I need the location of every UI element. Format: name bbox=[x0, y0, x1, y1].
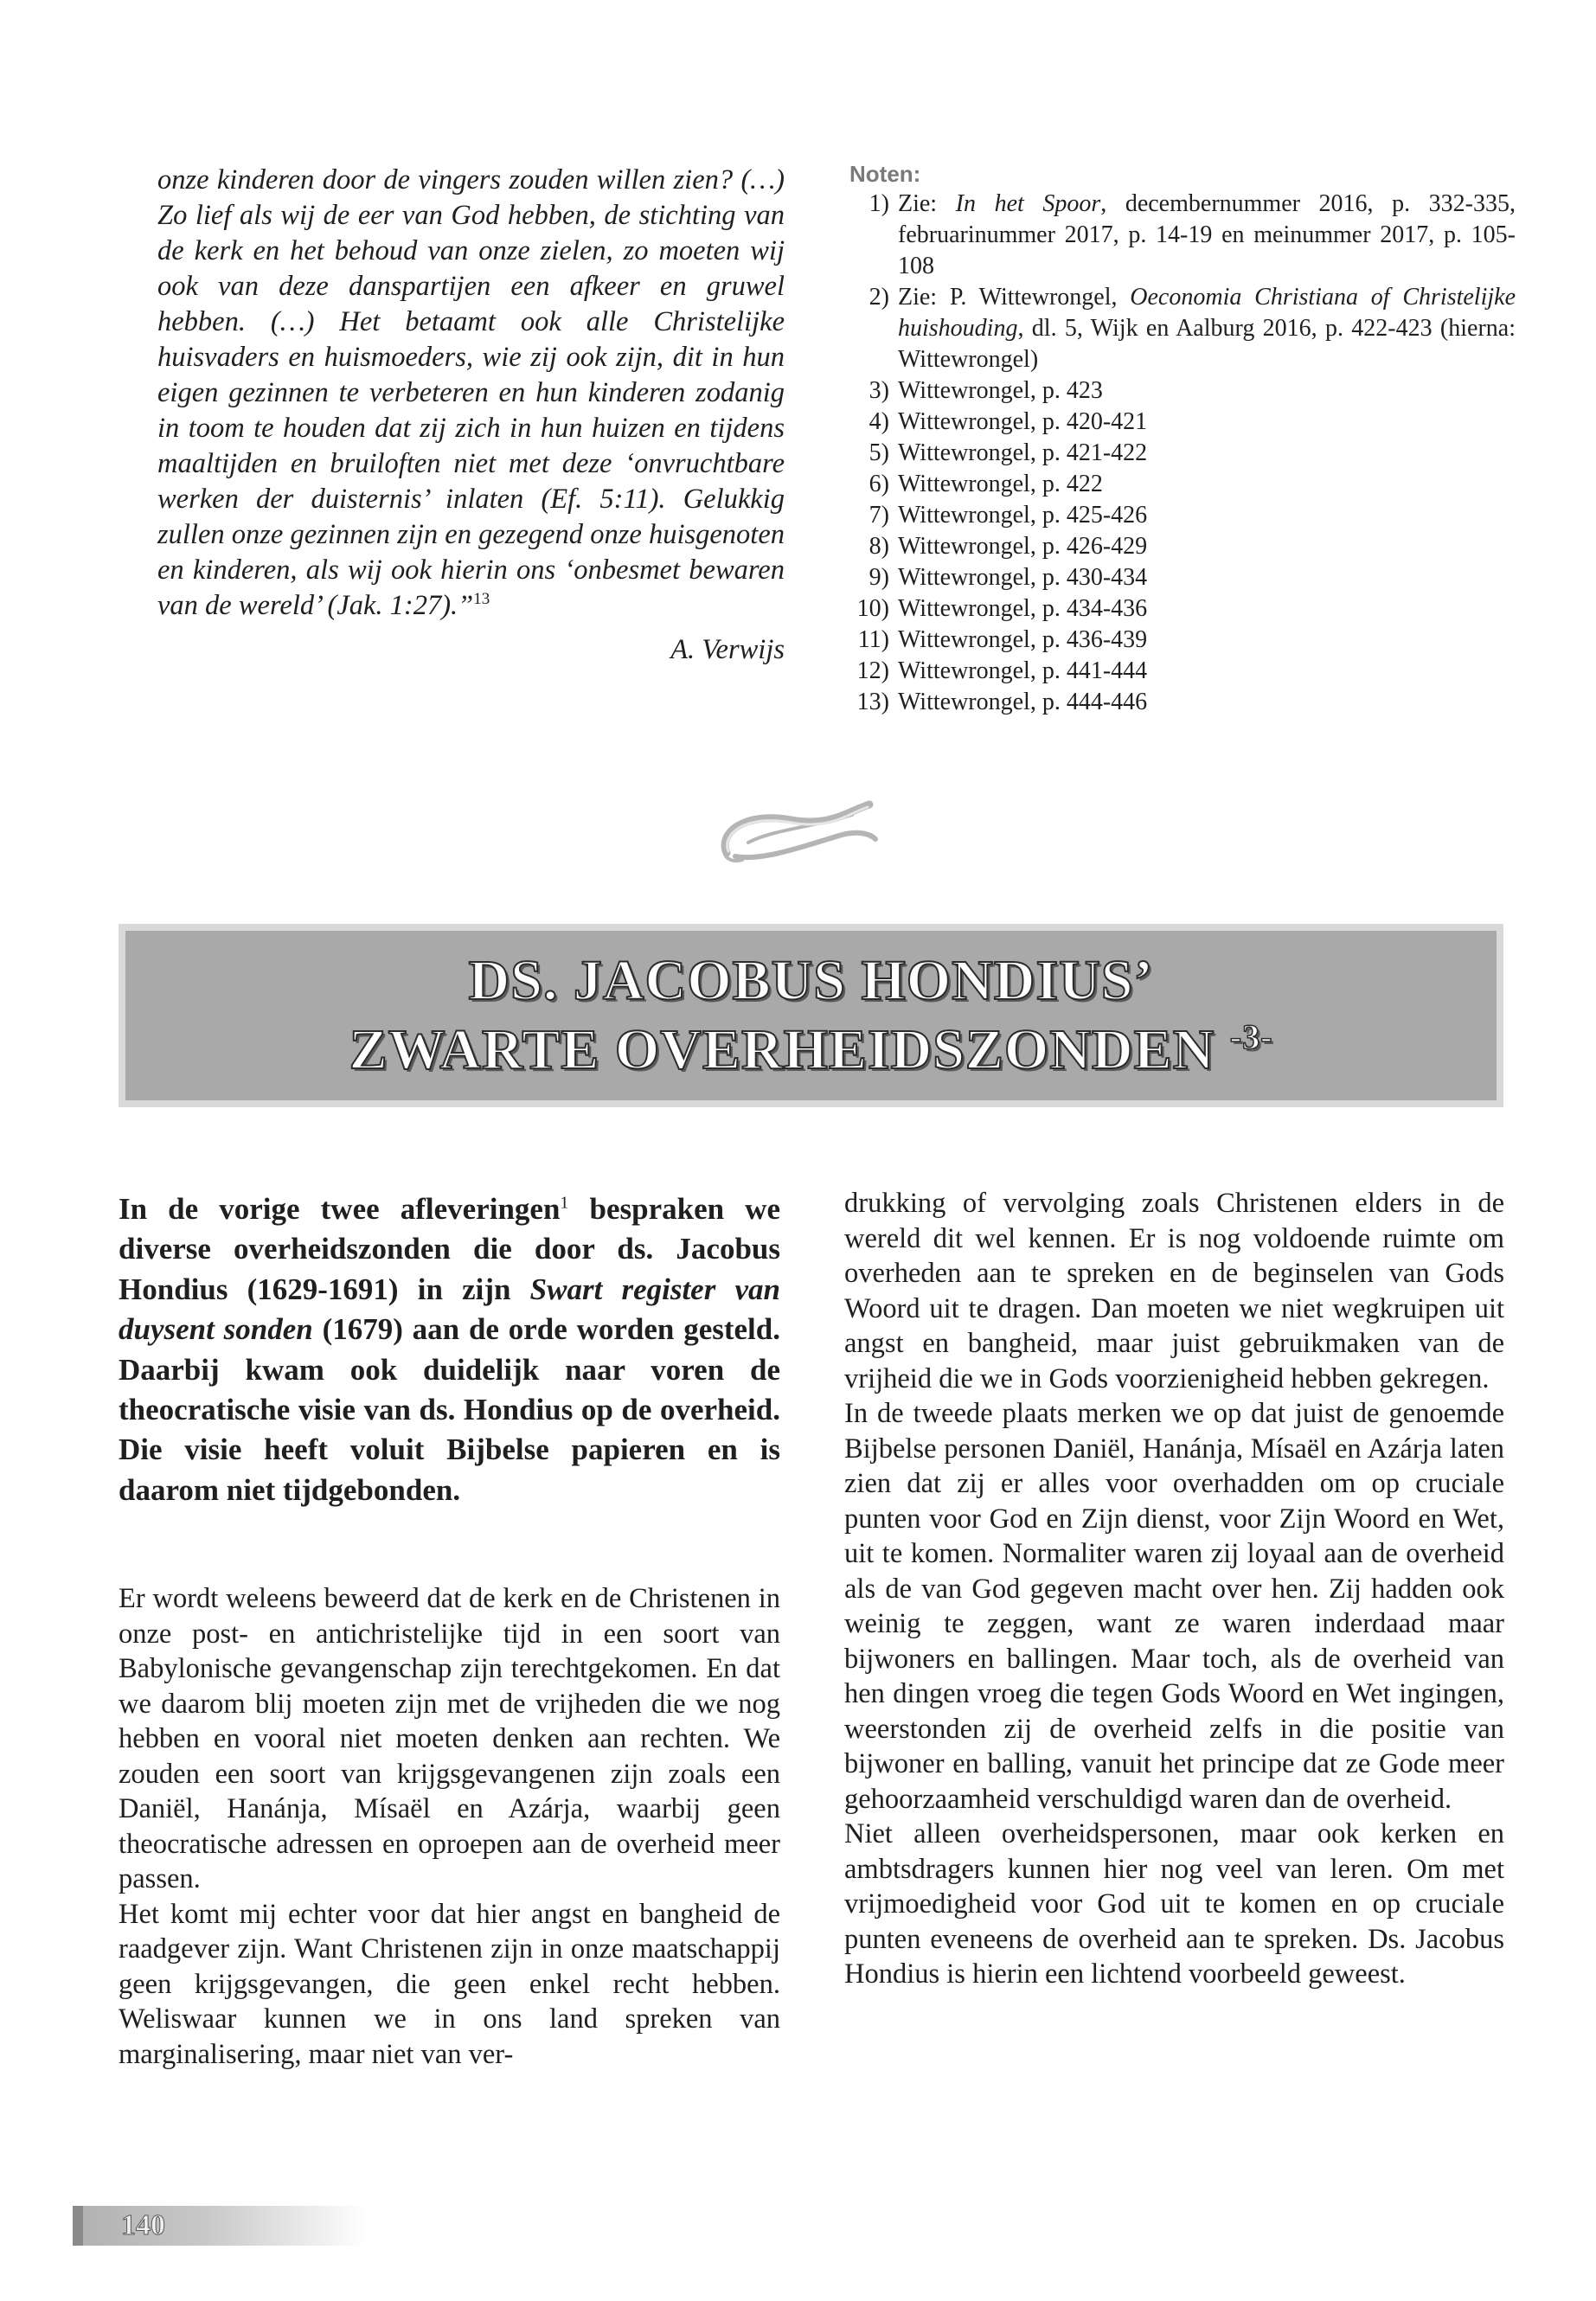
lead-text-1: In de vorige twee afleveringen bbox=[119, 1192, 561, 1226]
quote-body: onze kinderen door de vingers zouden willen zien? (…) Zo lief als wij de eer van God hebben, de stichting van de kerk en het behoud van onze zielen, zo moeten wij ook van deze danspartijen een afkeer en gruwel hebben. (…) Het betaamt ook alle Christelijke huisvaders en huismoeders, wie zij ook zijn, dit in hun eigen gezinnen te verbeteren en hun kinderen zodanig in toom te houden dat zij zich in hun huizen en tijdens maaltijden en bruiloften niet met deze ‘onvruchtbare werken der duisternis’ inlaten (Ef. 5:11). Gelukkig zullen onze gezinnen zijn en gezegend onze huisgenoten en kinderen, als wij ook hierin ons ‘onbesmet bewaren van de wereld’ (Jak. 1:27).” bbox=[157, 164, 785, 621]
note-item bbox=[849, 189, 1516, 282]
article-title-banner bbox=[119, 924, 1503, 1107]
lead-text-3: (1679) aan de orde worden gesteld. Daarbij kwam ook duidelijk naar voren de theocratische visie van ds. Hondius op de overheid. Die visie heeft voluit Bijbelse papieren en is daarom niet tijdgebonden. bbox=[119, 1312, 780, 1507]
body-paragraph: Er wordt weleens beweerd dat de kerk en de Christenen in onze post- en antichristelijke tijd in een soort van Babylonische gevangenschap zijn terechtgekomen. En dat we daarom blij moeten zijn met de vrijheden die we nog hebben en vooral niet moeten denken aan rechten. We zouden een soort van krijgsgevangenen zijn zoals een Daniël, Hanánja, Mísaël en Azárja, waarbij geen theocratische adressen en oproepen aan de overheid meer passen. bbox=[119, 1583, 780, 1894]
note-number: 7) bbox=[869, 502, 889, 529]
note-number: 11) bbox=[857, 626, 889, 653]
page-number: 140 bbox=[121, 2209, 165, 2241]
note-text bbox=[898, 687, 1516, 718]
lead-footnote-ref: 1 bbox=[560, 1193, 569, 1213]
notes-section bbox=[849, 161, 1516, 718]
quote-text bbox=[157, 163, 785, 624]
note-text bbox=[898, 500, 1516, 531]
flourish-ornament-icon bbox=[709, 785, 887, 872]
note-text bbox=[898, 438, 1516, 469]
folio-bar bbox=[73, 2206, 83, 2246]
note-text-part: Wittewrongel, p. 423 bbox=[898, 377, 1103, 404]
note-text-part: , decembernummer 2016, p. 332-335, februarinummer 2017, p. 14-19 en meinummer 2017, p. 105-108 bbox=[898, 190, 1516, 279]
note-text-part: Wittewrongel, p. 421-422 bbox=[898, 439, 1148, 466]
note-number: 10) bbox=[856, 595, 889, 622]
lead-book-title: Swart register van duysent sonden bbox=[119, 1272, 780, 1347]
note-text bbox=[898, 593, 1516, 625]
note-item bbox=[849, 687, 1516, 718]
note-text-part: , dl. 5, Wijk en Aalburg 2016, p. 422-423 (hierna: Wittewrongel) bbox=[898, 315, 1516, 373]
note-text-part: Wittewrongel, p. 436-439 bbox=[898, 626, 1148, 653]
note-item bbox=[849, 500, 1516, 531]
quote-author: A. Verwijs bbox=[670, 634, 785, 665]
note-text bbox=[898, 625, 1516, 656]
notes-title: Noten: bbox=[849, 161, 921, 187]
body-paragraph: In de tweede plaats merken we op dat juist de genoemde Bijbelse personen Daniël, Hanánja, Mísaël en Azárja laten zien dat zij er alles voor overhadden om op cruciale punten voor God en Zijn dienst, voor Zijn Woord en Wet, uit te komen. Normaliter waren zij loyaal aan de overheid als de van God gegeven macht over hen. Zij hadden ook weinig te zeggen, want ze waren inderdaad maar bijwoners en ballingen. Maar toch, als de overheid van hen dingen vroeg die tegen Gods Woord en Wet ingingen, weerstonden zij de overheid zelfs in die positie van bijwoner en balling, vanuit het principe dat ze Gode meer gehoorzaamheid verschuldigd waren dan de overheid. bbox=[844, 1398, 1504, 1815]
body-paragraph: Het komt mij echter voor dat hier angst en bangheid de raadgever zijn. Want Christenen zijn in onze maatschappij geen krijgsgevangen, die geen enkel recht hebben. Weliswaar kunnen we in ons land spreken van marginalisering, maar niet van ver- bbox=[119, 1898, 780, 2070]
note-text-part: Wittewrongel, p. 425-426 bbox=[898, 502, 1148, 529]
closing-quote bbox=[157, 163, 785, 668]
note-text bbox=[898, 407, 1516, 438]
note-item bbox=[849, 282, 1516, 375]
article-title-line-1: DS. JACOBUS HONDIUS’ bbox=[468, 949, 1154, 1012]
note-number: 8) bbox=[869, 533, 889, 560]
note-item bbox=[849, 407, 1516, 438]
note-number: 1) bbox=[869, 190, 889, 217]
note-item bbox=[849, 531, 1516, 562]
note-number: 2) bbox=[869, 284, 889, 311]
note-italic-title: In het Spoor bbox=[955, 190, 1101, 217]
quote-footnote-ref: 13 bbox=[473, 590, 490, 609]
note-text bbox=[898, 562, 1516, 593]
lead-paragraph bbox=[119, 1189, 780, 1510]
note-number: 5) bbox=[869, 439, 889, 466]
note-text-part: Wittewrongel, p. 434-436 bbox=[898, 595, 1148, 622]
body-paragraph: Niet alleen overheidspersonen, maar ook kerken en ambtsdragers kunnen hier nog veel van leren. Om met vrijmoedigheid voor God uit te komen en op cruciale punten eveneens de overheid aan te spreken. Ds. Jacobus Hondius is hierin een lichtend voorbeeld geweest. bbox=[844, 1818, 1504, 1990]
note-text bbox=[898, 531, 1516, 562]
article-part-number: -3- bbox=[1229, 1017, 1273, 1056]
notes-list bbox=[849, 189, 1516, 718]
body-column-right bbox=[844, 1186, 1504, 1992]
note-item bbox=[849, 375, 1516, 407]
note-text-part: Wittewrongel, p. 430-434 bbox=[898, 564, 1148, 591]
note-text-part: Zie: bbox=[898, 190, 956, 217]
note-text bbox=[898, 189, 1516, 282]
note-text-part: Wittewrongel, p. 444-446 bbox=[898, 689, 1148, 715]
note-number: 4) bbox=[869, 408, 889, 435]
article-title-text: ZWARTE OVERHEIDSZONDEN bbox=[349, 1018, 1215, 1081]
note-text-part: Zie: P. Wittewrongel, bbox=[898, 284, 1131, 311]
note-text-part: Wittewrongel, p. 426-429 bbox=[898, 533, 1148, 560]
note-number: 13) bbox=[856, 689, 889, 715]
note-italic-title: Oeconomia Christiana of Christelijke huishouding bbox=[898, 284, 1516, 342]
note-number: 3) bbox=[869, 377, 889, 404]
page-folio bbox=[73, 2206, 367, 2246]
note-text bbox=[898, 282, 1516, 375]
note-text bbox=[898, 656, 1516, 687]
note-text-part: Wittewrongel, p. 441-444 bbox=[898, 657, 1148, 684]
note-number: 9) bbox=[869, 564, 889, 591]
note-item bbox=[849, 469, 1516, 500]
note-number: 6) bbox=[869, 471, 889, 497]
body-paragraph: drukking of vervolging zoals Christenen elders in de wereld dit wel kennen. Er is nog voldoende ruimte om overheden aan te spreken en de beginselen van Gods Woord uit te dragen. Dan moeten we niet wegkruipen uit angst en bangheid, maar juist gebruikmaken van de vrijheid die we in Gods voorzienigheid hebben gekregen. bbox=[844, 1188, 1504, 1394]
note-text bbox=[898, 375, 1516, 407]
body-column-left bbox=[119, 1581, 780, 2072]
note-text-part: Wittewrongel, p. 422 bbox=[898, 471, 1103, 497]
note-text-part: Wittewrongel, p. 420-421 bbox=[898, 408, 1148, 435]
article-title-line-2 bbox=[349, 1016, 1273, 1085]
note-item bbox=[849, 593, 1516, 625]
note-item bbox=[849, 656, 1516, 687]
note-item bbox=[849, 625, 1516, 656]
note-number: 12) bbox=[856, 657, 889, 684]
note-item bbox=[849, 562, 1516, 593]
note-text bbox=[898, 469, 1516, 500]
note-item bbox=[849, 438, 1516, 469]
lead-text-2: bespraken we diverse overheidszonden die door ds. Jacobus Hondius (1629-1691) in zijn bbox=[119, 1192, 780, 1306]
